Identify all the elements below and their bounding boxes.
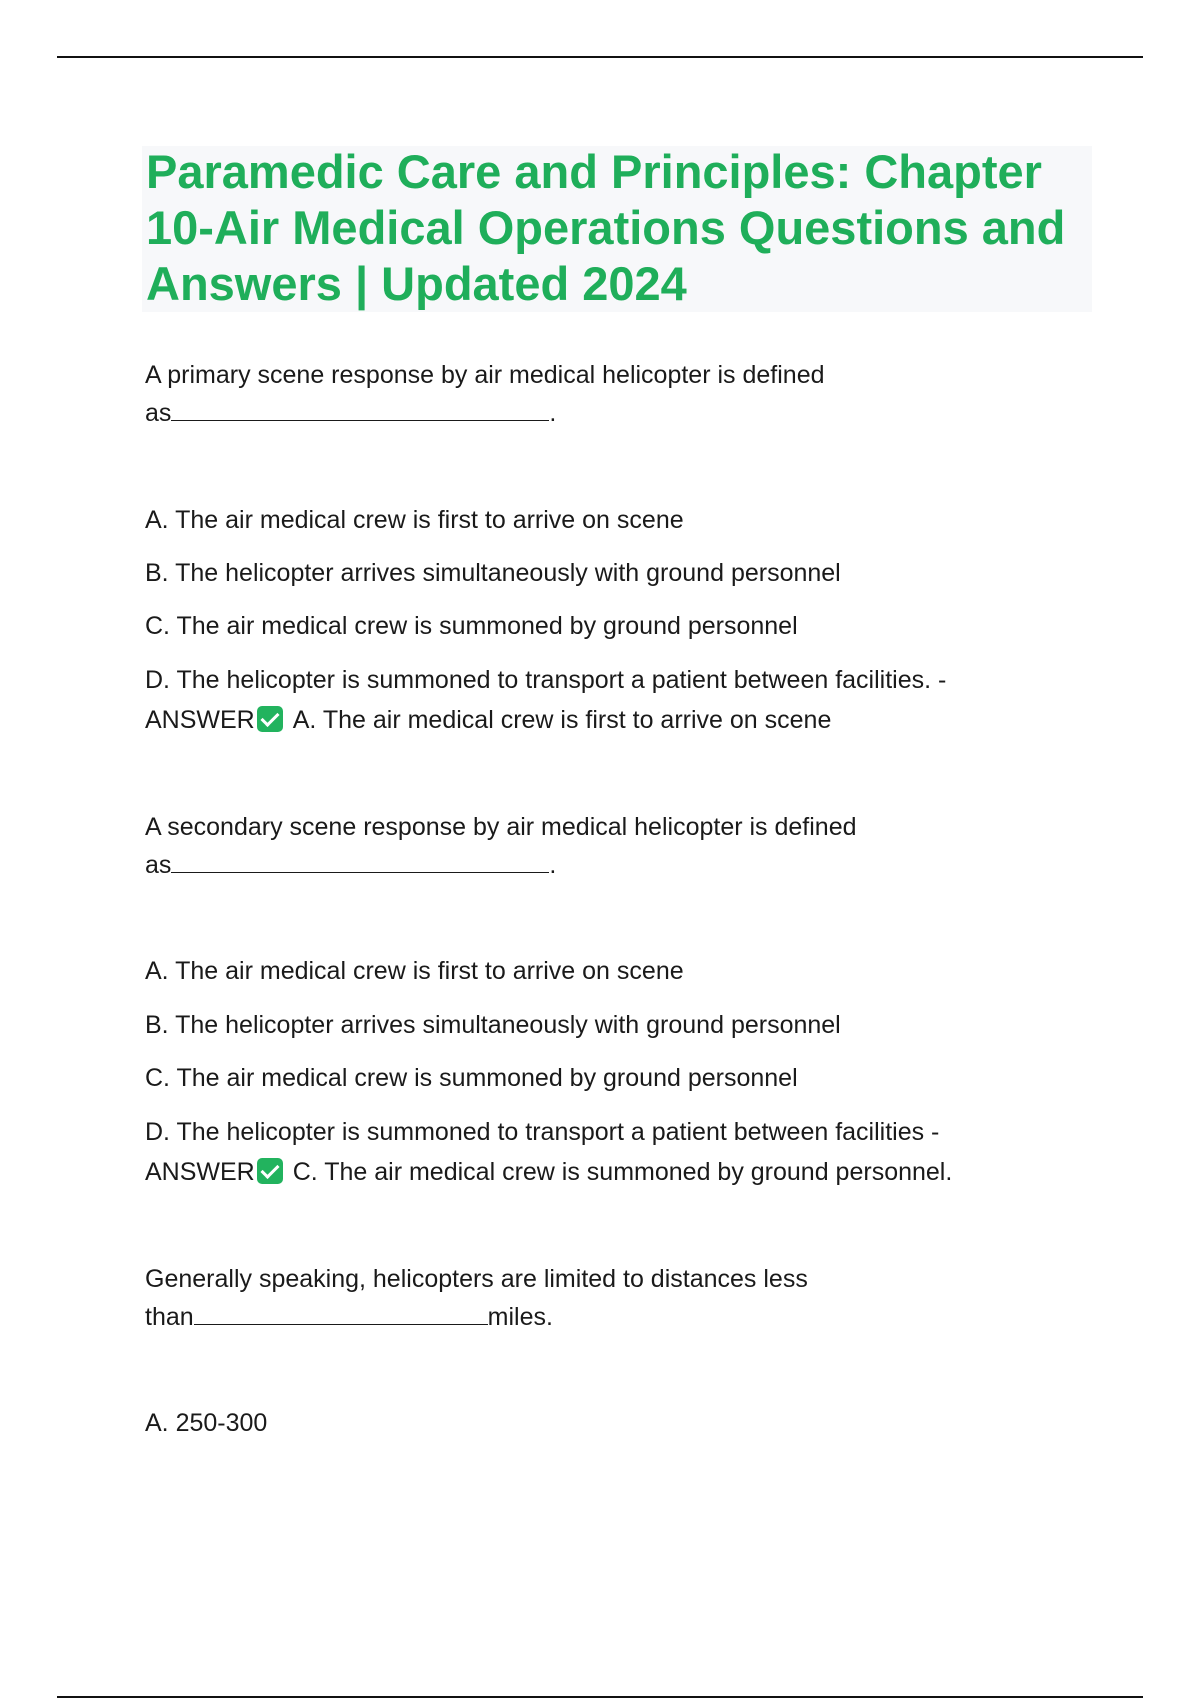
question-2-prompt bbox=[145, 808, 1045, 884]
answer-blank bbox=[194, 1300, 488, 1325]
answer-blank bbox=[171, 848, 549, 873]
question-3-prompt bbox=[145, 1260, 1045, 1336]
document-title: Paramedic Care and Principles: Chapter 10-Air Medical Operations Questions and Answers | Updated 2024 bbox=[146, 145, 1066, 310]
question-3-option-a: A. 250-300 bbox=[145, 1409, 268, 1437]
question-3-prompt-pre: than bbox=[145, 1303, 194, 1331]
question-1-prompt bbox=[145, 356, 1045, 432]
answer-label: ANSWER bbox=[145, 1158, 255, 1186]
check-icon bbox=[257, 1158, 283, 1184]
question-1-prompt-pre: as bbox=[145, 399, 172, 427]
answer-blank bbox=[171, 396, 549, 421]
answer-text: C. The air medical crew is summoned by ground personnel. bbox=[292, 1158, 953, 1186]
question-1-prompt-line1: A primary scene response by air medical helicopter is defined bbox=[145, 361, 825, 389]
question-2-prompt-line1: A secondary scene response by air medical helicopter is defined bbox=[145, 813, 857, 841]
question-2-option-b: B. The helicopter arrives simultaneously with ground personnel bbox=[145, 1011, 841, 1039]
question-2-prompt-pre: as bbox=[145, 851, 172, 879]
question-1-option-b: B. The helicopter arrives simultaneously with ground personnel bbox=[145, 559, 841, 587]
question-1-answer bbox=[145, 700, 1045, 740]
question-2-answer bbox=[145, 1152, 1045, 1192]
question-2-option-c: C. The air medical crew is summoned by ground personnel bbox=[145, 1064, 798, 1092]
question-2-prompt-post: . bbox=[549, 851, 557, 879]
question-3-prompt-post: miles. bbox=[487, 1303, 553, 1331]
top-rule bbox=[57, 56, 1143, 58]
question-2-option-d: D. The helicopter is summoned to transport a patient between facilities - bbox=[145, 1118, 940, 1146]
question-1-option-a: A. The air medical crew is first to arrive on scene bbox=[145, 506, 684, 534]
question-1-option-c: C. The air medical crew is summoned by ground personnel bbox=[145, 612, 798, 640]
check-icon bbox=[257, 706, 283, 732]
bottom-rule bbox=[57, 1696, 1143, 1698]
answer-text: A. The air medical crew is first to arrive on scene bbox=[292, 706, 832, 734]
question-3-prompt-line1: Generally speaking, helicopters are limited to distances less bbox=[145, 1265, 808, 1293]
question-1-prompt-post: . bbox=[549, 399, 557, 427]
answer-label: ANSWER bbox=[145, 706, 255, 734]
question-1-option-d: D. The helicopter is summoned to transport a patient between facilities. - bbox=[145, 666, 947, 694]
question-2-option-a: A. The air medical crew is first to arrive on scene bbox=[145, 957, 684, 985]
